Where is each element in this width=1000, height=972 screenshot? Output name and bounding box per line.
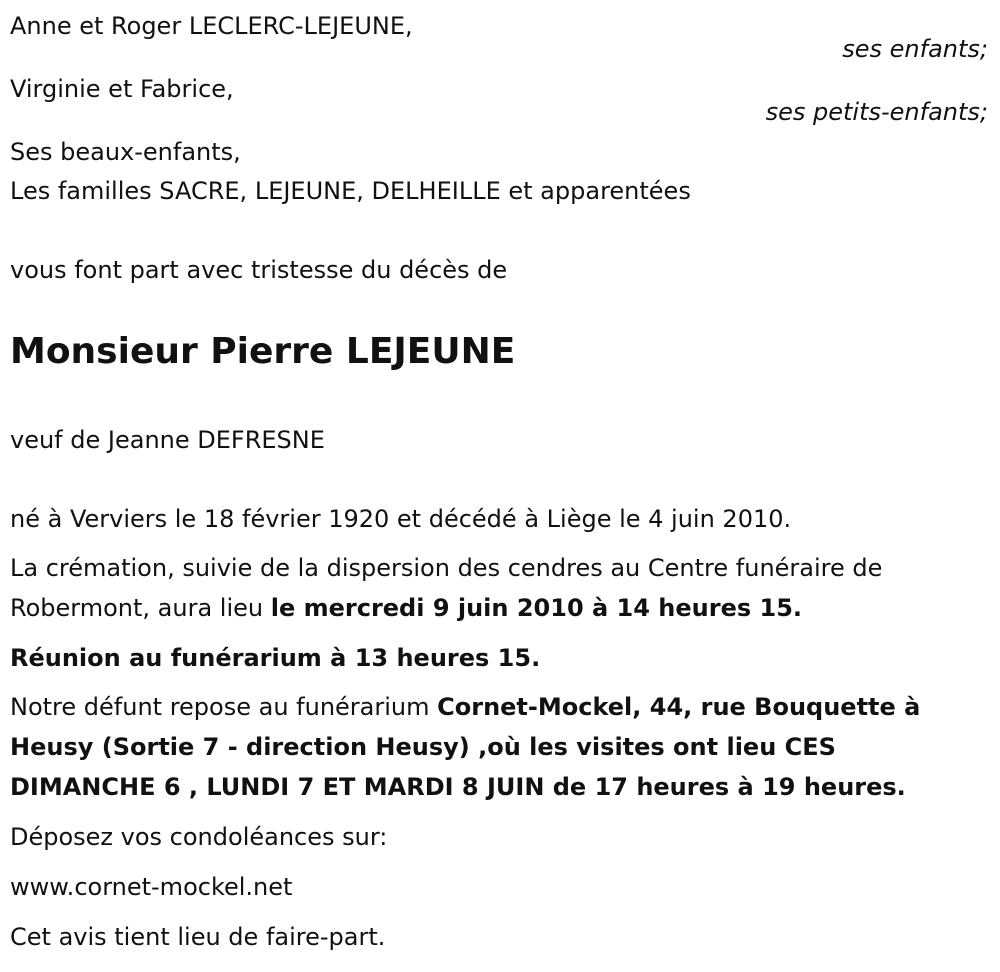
rest-line-1	[10, 687, 920, 727]
stepchildren: Ses beaux-enfants,	[10, 138, 241, 166]
cremation-line-2	[10, 588, 802, 628]
visiting-hours: DIMANCHE 6 , LUNDI 7 ET MARDI 8 JUIN de 17 heures à 19 heures.	[10, 773, 906, 801]
meeting	[10, 638, 540, 678]
funeral-home-address: Cornet-Mockel, 44, rue Bouquette à	[437, 693, 921, 721]
rest-line-2	[10, 727, 836, 767]
cremation-date: le mercredi 9 juin 2010 à 14 heures 15.	[270, 594, 803, 622]
closing: Cet avis tient lieu de faire-part.	[10, 923, 386, 951]
widower-of: veuf de Jeanne DEFRESNE	[10, 426, 325, 454]
families: Les familles SACRE, LEJEUNE, DELHEILLE et apparentées	[10, 177, 691, 205]
announcement: vous font part avec tristesse du décès de	[10, 256, 508, 284]
directions-text: Heusy (Sortie 7 - direction Heusy) ,où les visites ont lieu CES	[10, 733, 836, 761]
condolences: Déposez vos condoléances sur:	[10, 823, 388, 851]
rest-line-3	[10, 767, 906, 807]
website-link[interactable]: www.cornet-mockel.net	[10, 873, 293, 901]
rest-intro: Notre défunt repose au funérarium	[10, 693, 438, 721]
children-names: Anne et Roger LECLERC-LEJEUNE,	[10, 12, 413, 40]
children-role: ses enfants;	[842, 35, 988, 63]
cremation-line-1: La crémation, suivie de la dispersion des cendres au Centre funéraire de	[10, 554, 883, 582]
deceased-name: Monsieur Pierre LEJEUNE	[10, 331, 516, 372]
meeting-text: Réunion au funérarium à 13 heures 15.	[10, 644, 541, 672]
cremation-location: Robermont, aura lieu	[10, 594, 271, 622]
birth-death: né à Verviers le 18 février 1920 et décédé à Liège le 4 juin 2010.	[10, 505, 792, 533]
grandchildren-role: ses petits-enfants;	[765, 98, 988, 126]
grandchildren-names: Virginie et Fabrice,	[10, 75, 234, 103]
